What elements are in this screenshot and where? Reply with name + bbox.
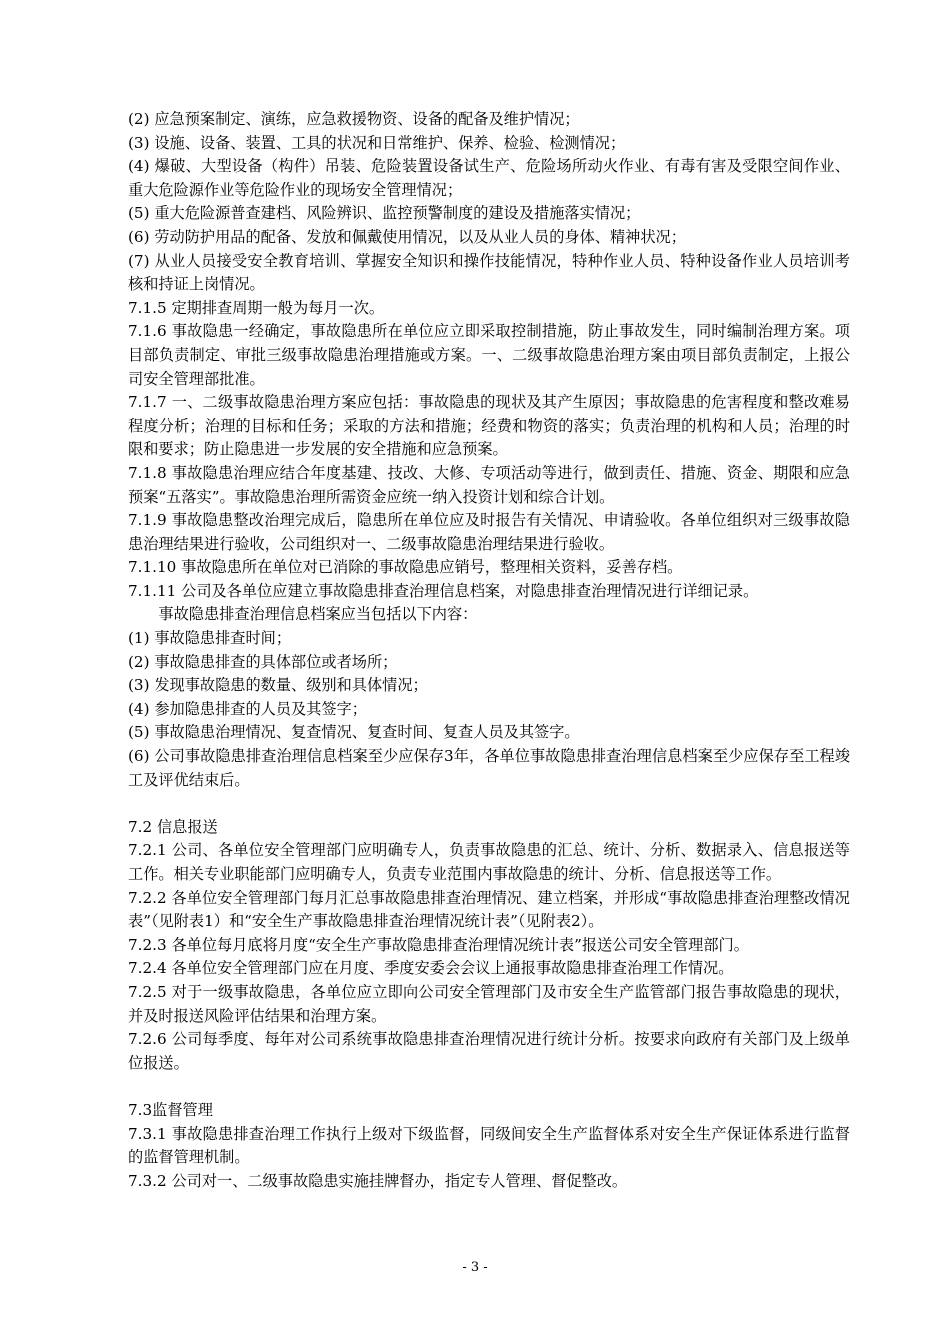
- clause-7-1-8: 7.1.8 事故隐患治理应结合年度基建、技改、大修、专项活动等进行，做到责任、措施、资金、期限和应急预案“五落实”。事故隐患治理所需资金应统一纳入投资计划和综合计划。: [128, 463, 850, 506]
- list-item: (7) 从业人员接受安全教育培训、掌握安全知识和操作技能情况，特种作业人员、特种设备作业人员培训考核和持证上岗情况。: [128, 251, 850, 294]
- list-item: (2) 事故隐患排查的具体部位或者场所；: [128, 652, 398, 671]
- list-item: (6) 劳动防护用品的配备、发放和佩戴使用情况，以及从业人员的身体、精神状况；: [128, 227, 686, 246]
- clause-7-1-6: 7.1.6 事故隐患一经确定，事故隐患所在单位应立即采取控制措施，防止事故发生，同时编制治理方案。项目部负责制定、审批三级事故隐患治理措施或方案。一、二级事故隐患治理方案由项目部负责制定，上报公司安全管理部批准。: [128, 322, 850, 388]
- clause-7-2-1: 7.2.1 公司、各单位安全管理部门应明确专人，负责事故隐患的汇总、统计、分析、数据录入、信息报送等工作。相关专业职能部门应明确专人，负责专业范围内事故隐患的统计、分析、信息报送等工作。: [128, 841, 850, 883]
- clause-7-2-6: 7.2.6 公司每季度、每年对公司系统事故隐患排查治理情况进行统计分析。按要求向政府有关部门及上级单位报送。: [128, 1030, 850, 1072]
- list-item: (5) 重大危险源普查建档、风险辨识、监控预警制度的建设及措施落实情况；: [128, 204, 641, 223]
- paragraph-spacer: [128, 792, 850, 816]
- clause-7-2-2: 7.2.2 各单位安全管理部门每月汇总事故隐患排查治理情况、建立档案，并形成“事故隐患排查治理整改情况表”（见附表1）和“安全生产事故隐患排查治理情况统计表”（见附表2）。: [128, 888, 850, 931]
- list-item: (3) 设施、设备、装置、工具的状况和日常维护、保养、检验、检测情况；: [128, 133, 626, 152]
- list-item: (4) 参加隐患排查的人员及其签字；: [128, 699, 367, 718]
- list-item: (4) 爆破、大型设备（构件）吊装、危险装置设备试生产、危险场所动火作业、有毒有害及受限空间作业、重大危险源作业等危险作业的现场安全管理情况；: [128, 157, 850, 199]
- clause-7-2-3: 7.2.3 各单位每月底将月度“安全生产事故隐患排查治理情况统计表”报送公司安全管理部门。: [128, 935, 749, 954]
- section-heading-7-3: 7.3监督管理: [128, 1100, 213, 1119]
- clause-7-2-4: 7.2.4 各单位安全管理部门应在月度、季度安委会会议上通报事故隐患排查治理工作情况。: [128, 959, 734, 978]
- paragraph-spacer: [128, 1075, 850, 1099]
- clause-7-1-7: 7.1.7 一、二级事故隐患治理方案应包括：事故隐患的现状及其产生原因；事故隐患的危害程度和整改难易程度分析；治理的目标和任务；采取的方法和措施；经费和物资的落实；负责治理的机构和人员；治理的时限和要求；防止隐患进一步发展的安全措施和应急预案。: [128, 393, 850, 459]
- document-body: [128, 108, 850, 1193]
- list-item: (1) 事故隐患排查时间；: [128, 629, 292, 648]
- list-item: (6) 公司事故隐患排查治理信息档案至少应保存3年，各单位事故隐患排查治理信息档案至少应保存至工程竣工及评优结束后。: [128, 747, 850, 789]
- clause-7-1-11: 7.1.11 公司及各单位应建立事故隐患排查治理信息档案，对隐患排查治理情况进行详细记录。: [128, 581, 759, 600]
- clause-7-2-5: 7.2.5 对于一级事故隐患，各单位应立即向公司安全管理部门及市安全生产监管部门报告事故隐患的现状，并及时报送风险评估结果和治理方案。: [128, 982, 850, 1025]
- list-item: (2) 应急预案制定、演练，应急救援物资、设备的配备及维护情况；: [128, 110, 580, 128]
- clause-7-1-9: 7.1.9 事故隐患整改治理完成后，隐患所在单位应及时报告有关情况、申请验收。各单位组织对三级事故隐患治理结果进行验收，公司组织对一、二级事故隐患治理结果进行验收。: [128, 511, 850, 553]
- list-item: (3) 发现事故隐患的数量、级别和具体情况；: [128, 676, 428, 695]
- page-number: - 3 -: [462, 1260, 488, 1275]
- clause-7-1-10: 7.1.10 事故隐患所在单位对已消除的事故隐患应销号，整理相关资料，妥善存档。: [128, 558, 683, 577]
- list-item: (5) 事故隐患治理情况、复查情况、复查时间、复查人员及其签字。: [128, 723, 580, 742]
- clause-7-1-5: 7.1.5 定期排查周期一般为每月一次。: [128, 298, 385, 317]
- clause-7-3-2: 7.3.2 公司对一、二级事故隐患实施挂牌督办，指定专人管理、督促整改。: [128, 1171, 628, 1190]
- archive-contents-intro: 事故隐患排查治理信息档案应当包括以下内容：: [158, 605, 478, 624]
- section-heading-7-2: 7.2 信息报送: [128, 817, 218, 836]
- clause-7-3-1: 7.3.1 事故隐患排查治理工作执行上级对下级监督，同级间安全生产监督体系对安全生产保证体系进行监督的监督管理机制。: [128, 1124, 850, 1167]
